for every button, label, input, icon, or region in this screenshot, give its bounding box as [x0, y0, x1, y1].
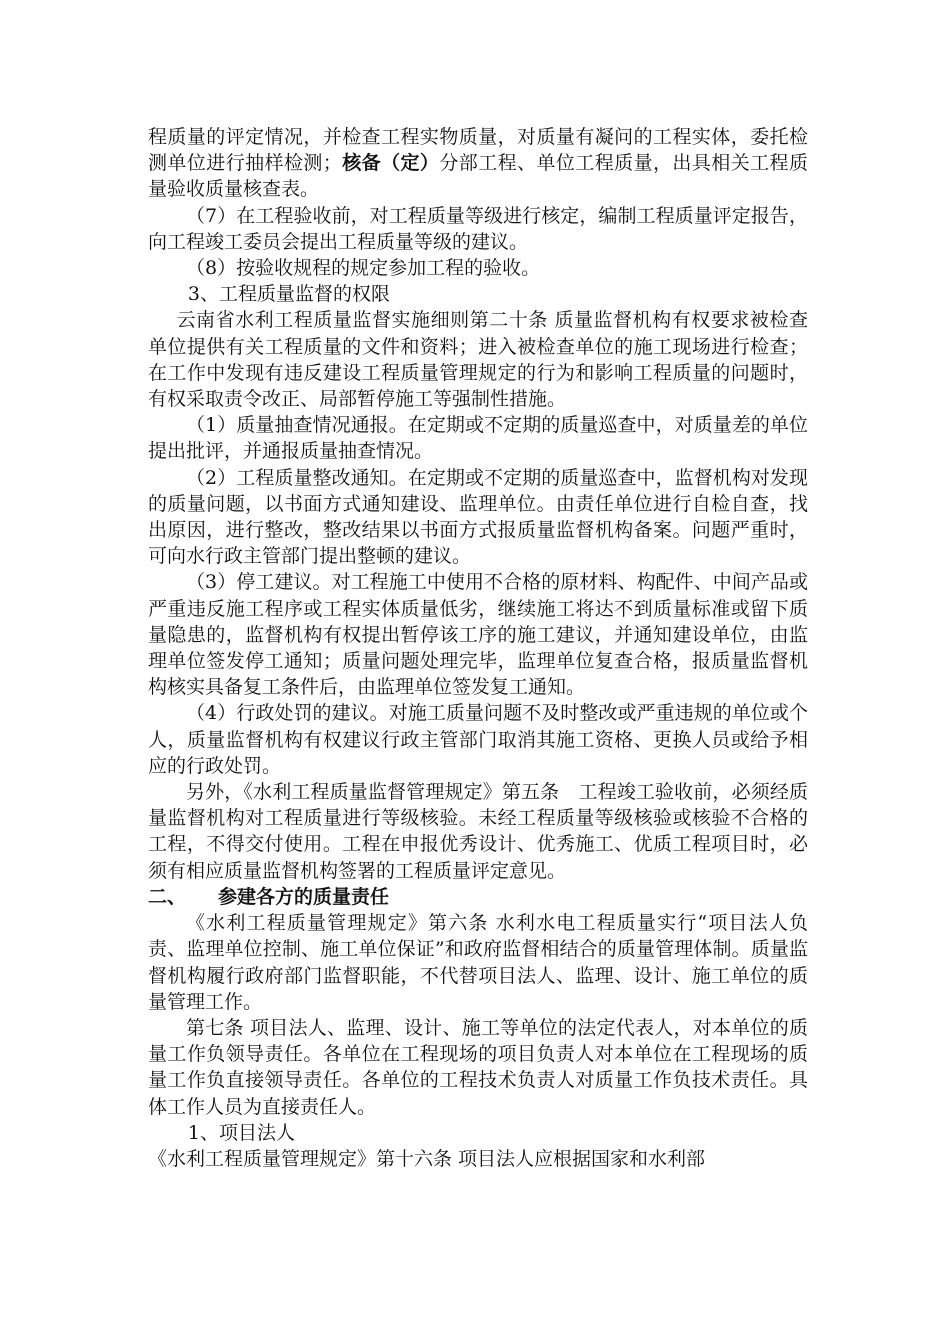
paragraph-item-7: （7）在工程验收前，对工程质量等级进行核定，编制工程质量评定报告，向工程竣工委员会提出工程质量等级的建议。 — [148, 204, 808, 253]
heading-text: 参建各方的质量责任 — [218, 885, 390, 908]
section-heading-authority: 3、工程质量监督的权限 — [187, 283, 390, 306]
bold-term: 核备（定） — [341, 152, 440, 175]
document-page — [148, 124, 808, 1172]
paragraph-additional: 另外，《水利工程质量监督管理规定》第五条 工程竣工验收前，必须经质量监督机构对工程质量进行等级核验。未经工程质量等级核验或核验不合格的工程，不得交付使用。工程在申报优秀设计、优秀施工、优质工程项目时，必须有相应质量监督机构签署的工程质量评定意见。 — [148, 781, 808, 882]
paragraph-authority-1: （1）质量抽查情况通报。在定期或不定期的质量巡查中，对质量差的单位提出批评，并通报质量抽查情况。 — [148, 414, 808, 463]
paragraph-article-7: 第七条 项目法人、监理、设计、施工等单位的法定代表人，对本单位的质量工作负领导责任。各单位在工程现场的项目负责人对本单位在工程现场的质量工作负直接领导责任。各单位的工程技术负责人对质量工作负技术责任。具体工作人员为直接责任人。 — [148, 1016, 808, 1118]
paragraph-item-8: （8）按验收规程的规定参加工程的验收。 — [186, 257, 541, 280]
paragraph-article-6: 《水利工程质量管理规定》第六条 水利水电工程质量实行“项目法人负责、监理单位控制、施工单位保证”和政府监督相结合的质量管理体制。质量监督机构履行政府部门监督职能，不代替项目法人、监理、设计、施工单位的质量管理工作。 — [148, 912, 808, 1013]
paragraph-text: 分部工程、单位工程质量，出具相关工程质量验收质量核查表。 — [148, 152, 808, 201]
chapter-heading-responsibilities — [148, 884, 808, 910]
paragraph-inspection-duties — [148, 124, 808, 203]
paragraph-authority-3: （3）停工建议。对工程施工中使用不合格的原材料、构配件、中间产品或严重违反施工程序或工程实体质量低劣，继续施工将达不到质量标准或留下质量隐患的，监督机构有权提出暂停该工序的施工建议，并通知建设单位，由监理单位签发停工通知；质量问题处理完毕，监理单位复查合格，报质量监督机构核实具备复工条件后，由监理单位签发复工通知。 — [148, 571, 808, 699]
paragraph-authority-2: （2）工程质量整改通知。在定期或不定期的质量巡查中，监督机构对发现的质量问题，以书面方式通知建设、监理单位。由责任单位进行自检自查，找出原因，进行整改，整改结果以书面方式报质量监督机构备案。问题严重时，可向水行政主管部门提出整顿的建议。 — [148, 466, 808, 568]
paragraph-article-16: 《水利工程质量管理规定》第十六条 项目法人应根据国家和水利部 — [148, 1147, 706, 1170]
paragraph-yunnan-rules: 云南省水利工程质量监督实施细则第二十条 质量监督机构有权要求被检查单位提供有关工程质量的文件和资料；进入被检查单位的施工现场进行检查；在工作中发现有违反建设工程质量管理规定的行为和影响工程质量的问题时，有权采取责令改正、局部暂停施工等强制性措施。 — [148, 309, 808, 411]
paragraph-authority-4: （4）行政处罚的建议。对施工质量问题不及时整改或严重违规的单位或个人，质量监督机构有权建议行政主管部门取消其施工资格、更换人员或给予相应的行政处罚。 — [148, 702, 808, 777]
paragraph-text: 程质量的评定情况，并检查工程实物质量，对质量有凝问的工程实体，委托检测单位进行抽样检测； — [148, 126, 808, 175]
section-heading-project-legal-person: 1、项目法人 — [187, 1121, 295, 1144]
heading-number: 二、 — [148, 885, 187, 908]
